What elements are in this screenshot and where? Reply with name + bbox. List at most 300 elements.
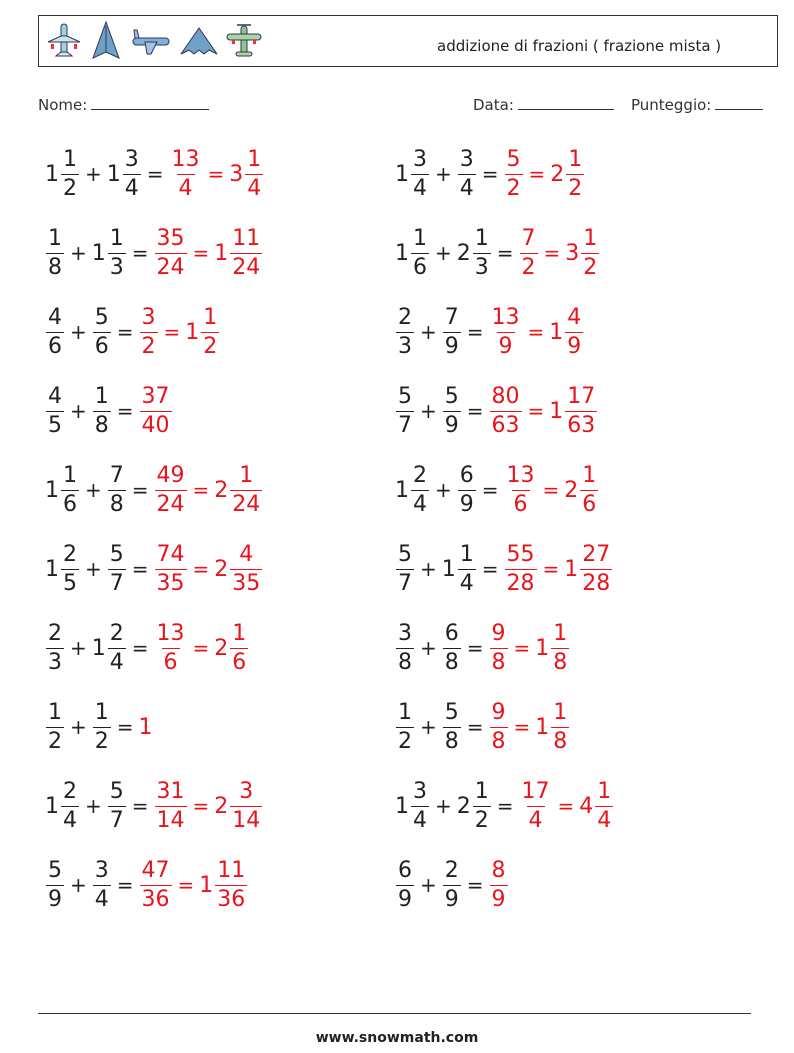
answer-part-numerator: 13 (491, 304, 520, 330)
addend-a (395, 541, 415, 596)
addend-b-numerator: 5 (94, 304, 109, 330)
answer-part-denominator: 2 (521, 254, 536, 280)
addend-a-whole: 1 (45, 793, 59, 819)
answer-part-numerator: 1 (582, 462, 597, 488)
answer (154, 620, 250, 675)
addend-b (457, 462, 477, 517)
date-field (473, 95, 614, 114)
addend-a-fraction (411, 778, 429, 833)
stealth-bomber-icon (179, 20, 219, 62)
answer-part-numerator: 1 (232, 620, 247, 646)
plus-sign: + (70, 241, 87, 265)
addend-a-numerator: 3 (413, 778, 427, 804)
problem-row (395, 776, 614, 836)
answer-part-fraction (595, 778, 613, 833)
addend-a-denominator: 2 (398, 728, 412, 754)
addend-b-numerator: 1 (474, 225, 489, 251)
equals-sign: = (116, 320, 134, 344)
equals-sign: = (542, 557, 560, 581)
answer-part-numerator: 8 (491, 857, 506, 883)
equals-sign: = (543, 241, 561, 265)
answer-part (549, 304, 584, 359)
answer-part (154, 225, 188, 280)
addend-b-denominator: 8 (109, 491, 124, 517)
addend-a-numerator: 2 (63, 541, 77, 567)
answer-part-numerator: 31 (156, 778, 185, 804)
addend-a-fraction (46, 620, 64, 675)
addend-b-denominator: 4 (94, 886, 109, 912)
name-line (91, 95, 209, 110)
addend-b-fraction (93, 699, 111, 754)
addend-b (91, 225, 127, 280)
answer-part-numerator: 74 (156, 541, 185, 567)
answer-part (185, 304, 220, 359)
answer (489, 857, 509, 912)
answer-part-denominator: 2 (568, 175, 583, 201)
addend-b-fraction (443, 857, 461, 912)
answer (169, 146, 265, 201)
addend-b-whole: 1 (91, 635, 106, 661)
plus-sign: + (85, 162, 102, 186)
answer-part (139, 304, 159, 359)
answer-part-numerator: 5 (506, 146, 521, 172)
answer-part-fraction (505, 541, 537, 596)
addend-a-denominator: 2 (48, 728, 62, 754)
addend-b-numerator: 1 (109, 225, 124, 251)
answer-part-numerator: 55 (506, 541, 535, 567)
addend-a-fraction (61, 541, 79, 596)
addend-b-fraction (458, 146, 476, 201)
answer-part-whole: 4 (579, 793, 594, 819)
addend-b-numerator: 5 (444, 383, 459, 409)
addend-a (45, 620, 65, 675)
answer-part (154, 541, 188, 596)
addend-a-numerator: 1 (398, 699, 412, 725)
addend-b-fraction (108, 541, 126, 596)
plus-sign: + (70, 715, 87, 739)
answer-part-fraction (490, 699, 508, 754)
plus-sign: + (435, 162, 452, 186)
addend-a-fraction (46, 304, 64, 359)
answer (489, 383, 599, 438)
addend-a-whole: 1 (395, 240, 409, 266)
addend-a (395, 146, 430, 201)
equals-sign: = (207, 162, 225, 186)
equals-sign: = (192, 557, 210, 581)
addend-b-denominator: 9 (444, 886, 459, 912)
answer-part (139, 715, 154, 740)
answer-part-whole: 1 (549, 398, 564, 424)
addend-a-numerator: 4 (48, 304, 62, 330)
answer-part-numerator: 37 (141, 383, 170, 409)
answer-part (549, 383, 598, 438)
equals-sign: = (192, 478, 210, 502)
answer-part (214, 462, 263, 517)
answer-part-whole: 1 (535, 714, 550, 740)
plus-sign: + (420, 557, 437, 581)
addend-b-fraction (108, 225, 126, 280)
answer-part-fraction (230, 225, 262, 280)
addend-a (395, 304, 415, 359)
score-label: Punteggio: (631, 96, 712, 114)
answer-part-denominator: 24 (232, 491, 261, 517)
answer-part-numerator: 35 (156, 225, 185, 251)
addend-b-numerator: 2 (444, 857, 459, 883)
addend-b-whole: 2 (456, 240, 471, 266)
answer-part-denominator: 6 (582, 491, 597, 517)
equals-sign: = (496, 794, 514, 818)
addend-b-fraction (93, 304, 111, 359)
addend-a-denominator: 8 (48, 254, 62, 280)
answer-part-fraction (230, 778, 262, 833)
answer-part-fraction (505, 146, 523, 201)
addend-b-denominator: 7 (109, 807, 124, 833)
addend-a-numerator: 1 (413, 225, 427, 251)
addend-b-denominator: 2 (474, 807, 489, 833)
answer-part-numerator: 11 (217, 857, 246, 883)
answer-part (214, 541, 263, 596)
addend-b-fraction (108, 462, 126, 517)
equals-sign: = (192, 636, 210, 660)
equals-sign: = (527, 399, 545, 423)
equals-sign: = (466, 636, 484, 660)
addend-a-fraction (396, 857, 414, 912)
propeller-plane-icon (225, 20, 263, 62)
addend-b (442, 383, 462, 438)
addend-a-denominator: 4 (63, 807, 77, 833)
addend-a (45, 146, 80, 201)
equals-sign: = (557, 794, 575, 818)
answer-part-whole: 2 (214, 793, 229, 819)
answer (139, 715, 154, 740)
answer-part-whole: 3 (229, 161, 244, 187)
answer-part-denominator: 8 (553, 728, 568, 754)
addend-a-numerator: 4 (48, 383, 62, 409)
addend-a-numerator: 1 (48, 699, 62, 725)
addend-a-numerator: 1 (48, 225, 62, 251)
equals-sign: = (481, 478, 499, 502)
addend-a (395, 225, 430, 280)
answer-part-fraction (230, 462, 262, 517)
addend-b-numerator: 2 (109, 620, 124, 646)
addend-a-denominator: 5 (48, 412, 62, 438)
answer-part-whole: 2 (214, 477, 229, 503)
answer-part-fraction (155, 541, 187, 596)
problem-row (45, 776, 263, 836)
addend-a-whole: 1 (395, 477, 409, 503)
answer-part-whole: 3 (565, 240, 580, 266)
addend-b-denominator: 8 (444, 728, 459, 754)
addend-b (442, 699, 462, 754)
answer (139, 304, 221, 359)
answer-part-numerator: 1 (239, 462, 254, 488)
answer-part-denominator: 14 (232, 807, 261, 833)
addend-b-fraction (108, 778, 126, 833)
answer-part-whole: 1 (535, 635, 550, 661)
addend-b-fraction (443, 304, 461, 359)
answer-part-numerator: 17 (567, 383, 596, 409)
addend-b-numerator: 6 (444, 620, 459, 646)
answer-part-numerator: 3 (141, 304, 156, 330)
equals-sign: = (466, 873, 484, 897)
problem-row (45, 855, 248, 915)
addend-a-denominator: 6 (63, 491, 77, 517)
answer-part (504, 146, 524, 201)
problem-row (395, 460, 599, 520)
answer-part-whole: 1 (185, 319, 200, 345)
answer-part-whole: 1 (564, 556, 579, 582)
addend-b (106, 146, 142, 201)
equals-sign: = (466, 715, 484, 739)
addend-a-denominator: 4 (413, 491, 427, 517)
problem-row (395, 144, 585, 204)
addend-a-numerator: 1 (63, 462, 77, 488)
answer-part-whole: 2 (564, 477, 579, 503)
answer (154, 778, 264, 833)
answer-part-numerator: 1 (553, 699, 568, 725)
addend-b-fraction (458, 462, 476, 517)
addend-a (395, 699, 415, 754)
plus-sign: + (70, 399, 87, 423)
answer-part (229, 146, 264, 201)
addend-b-denominator: 2 (94, 728, 109, 754)
answer-part-fraction (215, 857, 247, 912)
answer-part-denominator: 8 (553, 649, 568, 675)
addend-a-denominator: 2 (63, 175, 77, 201)
equals-sign: = (192, 794, 210, 818)
answer-part-denominator: 2 (203, 333, 218, 359)
addend-b (107, 541, 127, 596)
addend-a-fraction (61, 778, 79, 833)
footer-url: www.snowmath.com (315, 1030, 479, 1046)
addend-b (442, 857, 462, 912)
answer-part-fraction (140, 383, 172, 438)
addend-a (395, 462, 430, 517)
date-line (518, 95, 614, 110)
plus-sign: + (85, 794, 102, 818)
answer-part-denominator: 6 (513, 491, 528, 517)
addend-a-whole: 1 (395, 161, 409, 187)
addend-b-denominator: 8 (94, 412, 109, 438)
answer-part-numerator: 17 (521, 778, 550, 804)
answer-part-denominator: 36 (141, 886, 170, 912)
answer-part-denominator: 4 (247, 175, 262, 201)
addend-a-denominator: 5 (63, 570, 77, 596)
addend-b-numerator: 5 (444, 699, 459, 725)
answer-part-fraction (245, 146, 263, 201)
equals-sign: = (481, 162, 499, 186)
equals-sign: = (542, 478, 560, 502)
addend-a-whole: 1 (45, 161, 59, 187)
answer-part-fraction (490, 857, 508, 912)
answer-part-fraction (170, 146, 202, 201)
answer-part (504, 462, 538, 517)
answer-part (564, 541, 613, 596)
answer-part-fraction (490, 383, 522, 438)
addend-b-denominator: 8 (444, 649, 459, 675)
problem-row (395, 855, 509, 915)
equals-sign: = (131, 636, 149, 660)
addend-b-numerator: 5 (109, 541, 124, 567)
addend-a (395, 620, 415, 675)
answer (504, 146, 586, 201)
addend-a-numerator: 3 (413, 146, 427, 172)
addend-a-numerator: 1 (63, 146, 77, 172)
equals-sign: = (131, 478, 149, 502)
answer-part (504, 541, 538, 596)
answer-part (199, 857, 248, 912)
plus-sign: + (420, 636, 437, 660)
addend-a-denominator: 7 (398, 570, 412, 596)
addend-b-denominator: 4 (459, 570, 474, 596)
answer-part-fraction (520, 778, 552, 833)
addend-a-fraction (46, 857, 64, 912)
answer-part-fraction (565, 304, 583, 359)
answer-part (519, 778, 553, 833)
plus-sign: + (420, 320, 437, 344)
equals-sign: = (481, 557, 499, 581)
answer-part-fraction (581, 225, 599, 280)
answer-part-numerator: 1 (568, 146, 583, 172)
answer-part (550, 146, 585, 201)
answer-part-fraction (201, 304, 219, 359)
answer-part-denominator: 24 (156, 254, 185, 280)
addend-b (107, 778, 127, 833)
answer-part-whole: 1 (199, 872, 214, 898)
addend-a-denominator: 4 (413, 175, 427, 201)
addend-b-numerator: 1 (459, 541, 474, 567)
answer-part-numerator: 4 (567, 304, 582, 330)
addend-a-fraction (411, 146, 429, 201)
name-label: Nome: (38, 96, 88, 114)
addend-a-whole: 1 (45, 477, 59, 503)
addend-b-fraction (443, 620, 461, 675)
addend-b-fraction (458, 541, 476, 596)
score-field (631, 95, 763, 114)
answer (504, 541, 614, 596)
answer-part-numerator: 1 (583, 225, 598, 251)
problem-row (395, 223, 600, 283)
answer-part-whole: 1 (214, 240, 229, 266)
answer-part-denominator: 9 (491, 886, 506, 912)
addend-b-fraction (93, 383, 111, 438)
addend-a-denominator: 3 (48, 649, 62, 675)
name-field (38, 95, 209, 114)
addend-b-denominator: 9 (459, 491, 474, 517)
problem-row (45, 697, 154, 757)
addend-a-numerator: 5 (48, 857, 62, 883)
answer-part-numerator: 1 (597, 778, 612, 804)
answer-part-numerator: 80 (491, 383, 520, 409)
addend-b (107, 462, 127, 517)
answer-part-denominator: 28 (582, 570, 611, 596)
answer-part-numerator: 9 (491, 699, 506, 725)
addend-b-numerator: 1 (94, 699, 109, 725)
plus-sign: + (420, 715, 437, 739)
answer (139, 857, 249, 912)
answer-part-denominator: 63 (567, 412, 596, 438)
plus-sign: + (435, 478, 452, 502)
equals-sign: = (131, 794, 149, 818)
problem-row (45, 223, 263, 283)
addend-b-denominator: 9 (444, 412, 459, 438)
addend-a-denominator: 9 (398, 886, 412, 912)
addend-a-fraction (396, 383, 414, 438)
answer-part-fraction (520, 225, 538, 280)
equals-sign: = (177, 873, 195, 897)
addend-a-denominator: 6 (413, 254, 427, 280)
addend-b-numerator: 5 (109, 778, 124, 804)
addend-a-whole: 1 (395, 793, 409, 819)
equals-sign: = (513, 715, 531, 739)
problem-row (395, 539, 613, 599)
addend-a-fraction (396, 304, 414, 359)
problem-row (45, 302, 220, 362)
addend-a-fraction (61, 462, 79, 517)
addend-a-fraction (46, 699, 64, 754)
answer-part (214, 225, 263, 280)
answer-part-denominator: 6 (163, 649, 178, 675)
equals-sign: = (146, 162, 164, 186)
addend-b-denominator: 4 (124, 175, 139, 201)
answer-part (489, 857, 509, 912)
answer-part-numerator: 13 (506, 462, 535, 488)
problem-row (45, 460, 263, 520)
problem-row (395, 697, 570, 757)
addend-a-numerator: 2 (398, 304, 412, 330)
addend-b-denominator: 3 (474, 254, 489, 280)
addend-b-denominator: 3 (109, 254, 124, 280)
addend-b-numerator: 3 (459, 146, 474, 172)
answer-part-denominator: 4 (178, 175, 193, 201)
answer (489, 620, 571, 675)
problem-row (395, 302, 584, 362)
footer-divider (38, 1013, 751, 1014)
answer-part-denominator: 4 (528, 807, 543, 833)
answer-part-numerator: 1 (203, 304, 218, 330)
addend-a-fraction (396, 699, 414, 754)
addend-a-fraction (411, 225, 429, 280)
addend-b-denominator: 7 (109, 570, 124, 596)
answer-part (154, 778, 188, 833)
addend-a (45, 857, 65, 912)
answer-part-numerator: 7 (521, 225, 536, 251)
addend-a (395, 857, 415, 912)
addend-b-numerator: 6 (459, 462, 474, 488)
answer-part-denominator: 2 (506, 175, 521, 201)
addend-a (45, 541, 80, 596)
date-label: Data: (473, 96, 514, 114)
answer-part-denominator: 8 (491, 728, 506, 754)
plus-sign: + (70, 320, 87, 344)
addend-b (92, 304, 112, 359)
answer-part-denominator: 24 (232, 254, 261, 280)
addend-b-numerator: 3 (94, 857, 109, 883)
addend-b (456, 225, 492, 280)
problem-row (45, 618, 249, 678)
answer-part (564, 462, 599, 517)
worksheet-header (38, 15, 778, 67)
addend-b-fraction (443, 383, 461, 438)
answer-part-whole: 2 (550, 161, 565, 187)
answer-part-fraction (230, 620, 248, 675)
addend-b (442, 620, 462, 675)
addend-a (45, 699, 65, 754)
answer-part-fraction (565, 383, 597, 438)
answer-part (565, 225, 600, 280)
answer-part (489, 699, 509, 754)
addend-b (92, 857, 112, 912)
